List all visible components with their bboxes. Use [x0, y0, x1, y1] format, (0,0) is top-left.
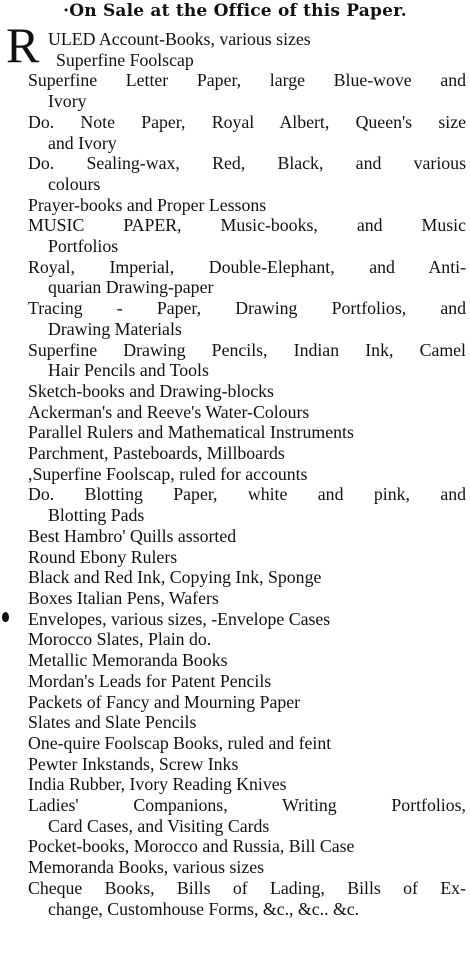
- item-line: [0, 754, 470, 775]
- drop-cap-letter: R: [6, 17, 40, 73]
- item-text: ULED Account-Books, various sizes: [48, 29, 311, 49]
- item-line: [0, 381, 470, 402]
- item-text: Slates and Slate Pencils: [28, 712, 197, 733]
- list-item: [0, 153, 470, 194]
- item-line: [0, 878, 470, 899]
- item-text: quarian Drawing-paper: [48, 277, 214, 298]
- list-item: [0, 754, 470, 775]
- item-text: Mordan's Leads for Patent Pencils: [28, 670, 272, 691]
- item-text: Hair Pencils and Tools: [48, 360, 209, 381]
- item-continuation-line: [0, 360, 470, 381]
- list-item: [0, 70, 470, 111]
- item-line: [0, 547, 470, 568]
- stationery-item-list: [0, 29, 470, 919]
- list-item: [0, 857, 470, 878]
- item-line: [0, 857, 470, 878]
- list-item: [0, 257, 470, 298]
- list-item: [0, 443, 470, 464]
- list-item: [0, 588, 470, 609]
- item-continuation-line: [0, 899, 470, 920]
- item-line: [0, 733, 470, 754]
- item-continuation-line: [0, 174, 470, 195]
- ink-blot-mark: [2, 612, 9, 622]
- list-item: [0, 629, 470, 650]
- list-item: [0, 29, 470, 70]
- item-text: Royal, Imperial, Double-Elephant, and Anti-: [28, 256, 466, 277]
- item-line: [0, 567, 470, 588]
- item-text: Do. Blotting Paper, white and pink, and: [28, 484, 466, 505]
- item-line: [0, 588, 470, 609]
- item-text: Cheque Books, Bills of Lading, Bills of Ex-: [28, 877, 466, 898]
- item-text: Boxes Italian Pens, Wafers: [28, 587, 219, 608]
- item-line: [0, 609, 470, 630]
- item-text: Tracing - Paper, Drawing Portfolios, and: [28, 298, 466, 319]
- item-text: Best Hambro' Quills assorted: [28, 525, 237, 546]
- item-text: Superfine Drawing Pencils, Indian Ink, Camel: [28, 339, 466, 360]
- item-text: Envelopes, various sizes, -Envelope Cases: [28, 608, 331, 629]
- list-item: [0, 112, 470, 153]
- item-continuation-line: [0, 91, 470, 112]
- item-line: [0, 526, 470, 547]
- list-item: [0, 733, 470, 754]
- item-text: change, Customhouse Forms, &c., &c.. &c.: [48, 898, 360, 919]
- item-line: [0, 402, 470, 423]
- item-line: [0, 692, 470, 713]
- advertisement-headline: ·On Sale at the Office of this Paper.: [63, 1, 407, 21]
- item-continuation-line: [0, 319, 470, 340]
- item-text: Superfine Letter Paper, large Blue-wove and: [28, 70, 466, 91]
- item-continuation-line: [0, 236, 470, 257]
- item-continuation-line: [0, 133, 470, 154]
- list-item: [0, 671, 470, 692]
- item-text: Parallel Rulers and Mathematical Instruments: [28, 422, 354, 443]
- item-continuation-line: [0, 50, 470, 71]
- item-text: Portfolios: [48, 236, 119, 257]
- item-line: [0, 484, 470, 505]
- item-text: Do. Note Paper, Royal Albert, Queen's size: [28, 111, 466, 132]
- list-item: [0, 609, 470, 630]
- item-text: Ivory: [48, 91, 87, 112]
- item-text: Parchment, Pasteboards, Millboards: [28, 443, 285, 464]
- item-line: [0, 629, 470, 650]
- item-line: [0, 215, 470, 236]
- item-line: [0, 650, 470, 671]
- item-text: Ladies' Companions, Writing Portfolios,: [28, 795, 466, 816]
- list-item: [0, 526, 470, 547]
- item-text: Blotting Pads: [48, 505, 145, 526]
- item-text: Memoranda Books, various sizes: [28, 857, 265, 878]
- item-line: [0, 257, 470, 278]
- item-text: One-quire Foolscap Books, ruled and feint: [28, 732, 332, 753]
- item-text: Metallic Memoranda Books: [28, 650, 228, 671]
- list-item: [0, 567, 470, 588]
- item-text: Sketch-books and Drawing-blocks: [28, 380, 274, 401]
- item-line: [0, 443, 470, 464]
- item-text: Prayer-books and Proper Lessons: [28, 194, 267, 215]
- item-line: [0, 29, 470, 50]
- item-line: [0, 671, 470, 692]
- list-item: [0, 422, 470, 443]
- item-line: [0, 153, 470, 174]
- item-text: Card Cases, and Visiting Cards: [48, 815, 270, 836]
- item-line: [0, 112, 470, 133]
- item-line: [0, 340, 470, 361]
- list-item: [0, 650, 470, 671]
- list-item: [0, 195, 470, 216]
- item-line: [0, 298, 470, 319]
- item-text: and Ivory: [48, 132, 117, 153]
- list-item: [0, 836, 470, 857]
- item-line: [0, 774, 470, 795]
- item-continuation-line: [0, 277, 470, 298]
- item-text: Black and Red Ink, Copying Ink, Sponge: [28, 567, 322, 588]
- item-text: Do. Sealing-wax, Red, Black, and various: [28, 153, 466, 174]
- list-item: [0, 712, 470, 733]
- item-text: India Rubber, Ivory Reading Knives: [28, 774, 287, 795]
- item-text: MUSIC PAPER, Music-books, and Music: [28, 215, 466, 236]
- item-text: ,Superfine Foolscap, ruled for accounts: [28, 463, 308, 484]
- item-line: [0, 464, 470, 485]
- item-text: colours: [48, 173, 101, 194]
- item-line: [0, 70, 470, 91]
- item-text: Pocket-books, Morocco and Russia, Bill Case: [28, 836, 355, 857]
- item-text: Drawing Materials: [48, 318, 182, 339]
- item-line: [0, 795, 470, 816]
- list-item: [0, 547, 470, 568]
- item-text: Round Ebony Rulers: [28, 546, 178, 567]
- item-text: Pewter Inkstands, Screw Inks: [28, 753, 239, 774]
- list-item: [0, 381, 470, 402]
- list-item: [0, 215, 470, 256]
- item-line: [0, 836, 470, 857]
- item-text: Superfine Foolscap: [56, 49, 194, 70]
- list-item: [0, 692, 470, 713]
- item-line: [0, 195, 470, 216]
- list-item: [0, 402, 470, 423]
- item-continuation-line: [0, 505, 470, 526]
- list-item: [0, 484, 470, 525]
- list-item: [0, 878, 470, 919]
- item-line: [0, 712, 470, 733]
- item-text: Ackerman's and Reeve's Water-Colours: [28, 401, 310, 422]
- list-item: [0, 298, 470, 339]
- list-item: [0, 774, 470, 795]
- list-item: [0, 795, 470, 836]
- item-text: Packets of Fancy and Mourning Paper: [28, 691, 301, 712]
- item-text: Morocco Slates, Plain do.: [28, 629, 212, 650]
- item-continuation-line: [0, 816, 470, 837]
- list-item: [0, 340, 470, 381]
- item-line: [0, 422, 470, 443]
- list-item: [0, 464, 470, 485]
